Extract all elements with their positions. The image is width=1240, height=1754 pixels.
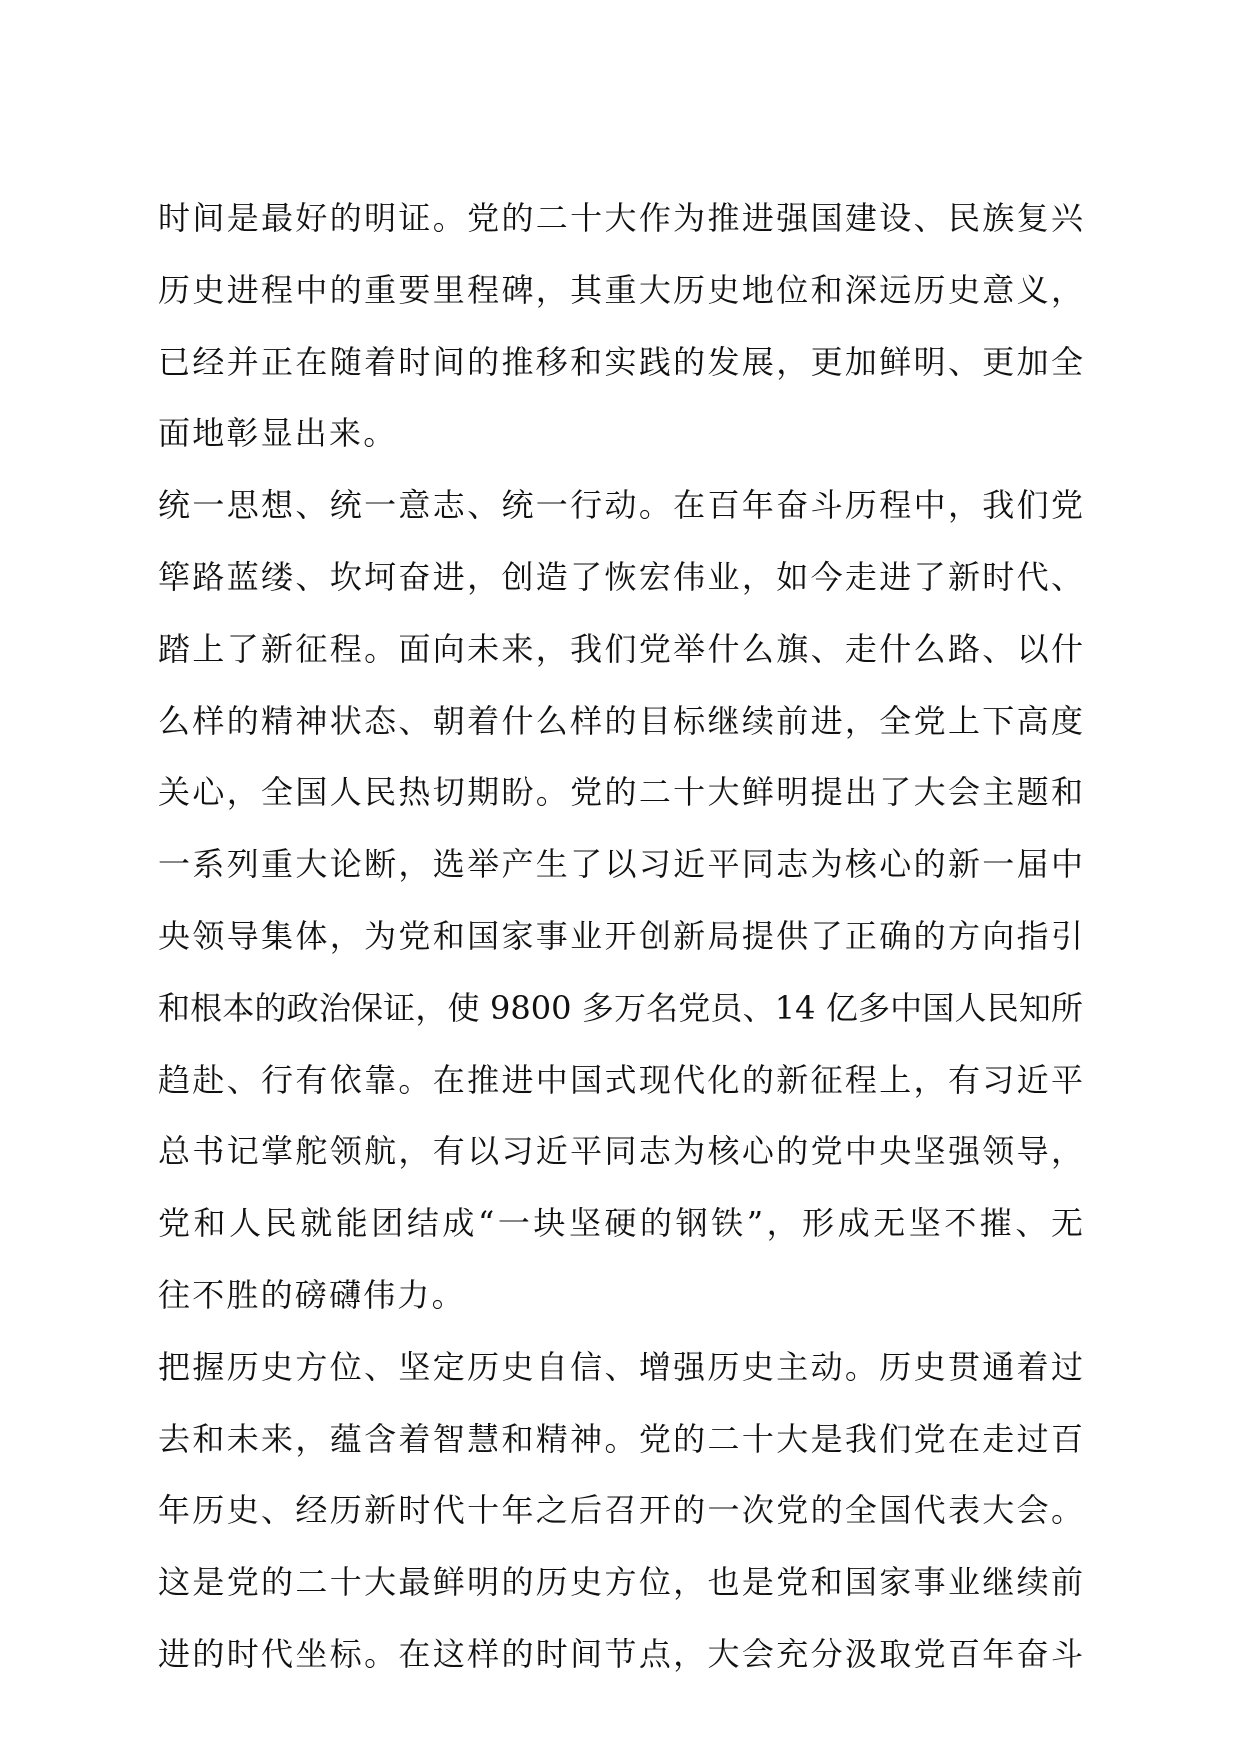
text-line: 年历史、经历新时代十年之后召开的一次党的全国代表大会。 bbox=[158, 1491, 1083, 1530]
text-line: 往不胜的磅礴伟力。 bbox=[158, 1275, 466, 1314]
text-line: 统一思想、统一意志、统一行动。在百年奋斗历程中，我们党 bbox=[158, 486, 1083, 525]
text-line: 趋赴、行有依靠。在推进中国式现代化的新征程上，有习近平 bbox=[158, 1060, 1083, 1099]
text-line: 么样的精神状态、朝着什么样的目标继续前进，全党上下高度 bbox=[158, 701, 1083, 740]
paragraph-1 bbox=[158, 183, 1083, 470]
text-line: 去和未来，蕴含着智慧和精神。党的二十大是我们党在走过百 bbox=[158, 1419, 1083, 1458]
paragraph-3 bbox=[158, 1332, 1083, 1691]
text-line: 进的时代坐标。在这样的时间节点，大会充分汲取党百年奋斗 bbox=[158, 1634, 1083, 1673]
text-line: 党和人民就能团结成“一块坚硬的钢铁”，形成无坚不摧、无 bbox=[158, 1204, 1083, 1243]
text-line: 和根本的政治保证，使 9800 多万名党员、14 亿多中国人民知所 bbox=[158, 988, 1083, 1027]
text-line: 已经并正在随着时间的推移和实践的发展，更加鲜明、更加全 bbox=[158, 342, 1083, 381]
text-line: 这是党的二十大最鲜明的历史方位，也是党和国家事业继续前 bbox=[158, 1563, 1083, 1602]
text-line: 一系列重大论断，选举产生了以习近平同志为核心的新一届中 bbox=[158, 845, 1083, 884]
text-line: 踏上了新征程。面向未来，我们党举什么旗、走什么路、以什 bbox=[158, 629, 1083, 668]
text-line: 央领导集体，为党和国家事业开创新局提供了正确的方向指引 bbox=[158, 916, 1083, 955]
text-line: 总书记掌舵领航，有以习近平同志为核心的党中央坚强领导， bbox=[158, 1132, 1083, 1171]
text-line: 把握历史方位、坚定历史自信、增强历史主动。历史贯通着过 bbox=[158, 1347, 1083, 1386]
document-body bbox=[158, 183, 1083, 1691]
text-line: 时间是最好的明证。党的二十大作为推进强国建设、民族复兴 bbox=[158, 199, 1083, 237]
text-line: 关心，全国人民热切期盼。党的二十大鲜明提出了大会主题和 bbox=[158, 773, 1083, 812]
text-line: 筚路蓝缕、坎坷奋进，创造了恢宏伟业，如今走进了新时代、 bbox=[158, 557, 1083, 596]
paragraph-2 bbox=[158, 470, 1083, 1332]
text-line: 面地彰显出来。 bbox=[158, 414, 398, 453]
text-line: 历史进程中的重要里程碑，其重大历史地位和深远历史意义， bbox=[158, 270, 1083, 309]
